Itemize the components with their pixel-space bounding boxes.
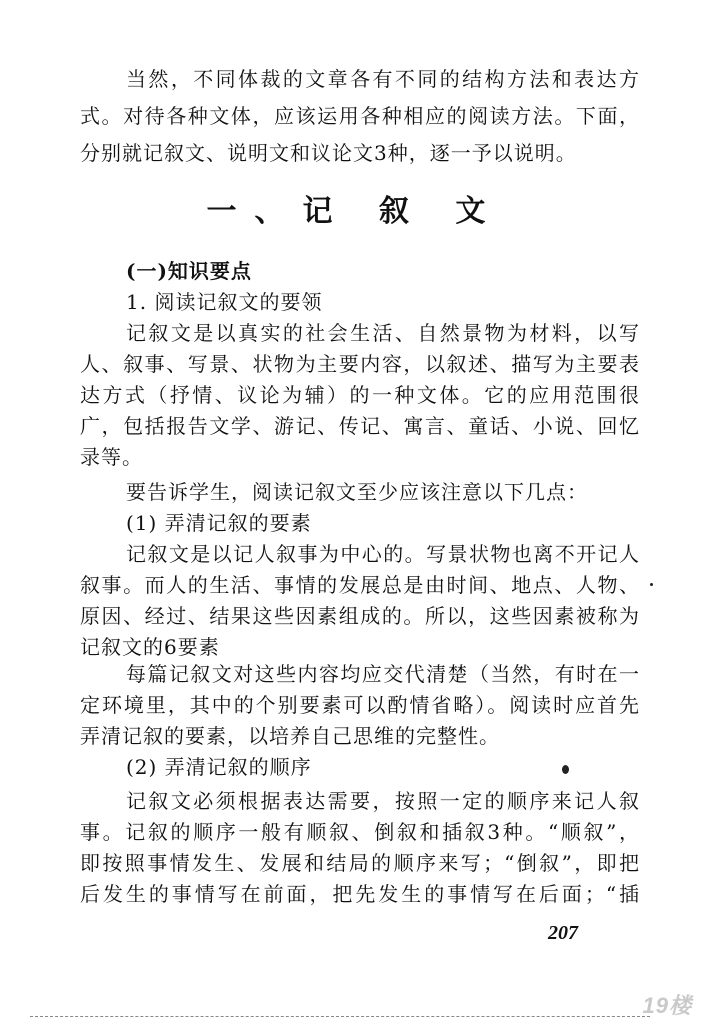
each-line-2: 定环境里，其中的个别要素可以酌情省略）。阅读时应首先 (80, 693, 640, 717)
subsection-title: (一)知识要点 (126, 259, 252, 283)
tell-students-line: 要告诉学生，阅读记叙文至少应该注意以下几点： (126, 480, 588, 504)
section-title: 一、记 叙 文 (206, 194, 504, 229)
definition-line-4: 广，包括报告文学、游记、传记、寓言、童话、小说、回忆 (80, 414, 640, 438)
order-line-4: 后发生的事情写在前面，把先发生的事情写在后面；“插 (80, 882, 640, 906)
elements-line-2: 叙事。而人的生活、事情的发展总是由时间、地点、人物、 (80, 573, 640, 597)
intro-line-3: 分别就记叙文、说明文和议论文3种，逐一予以说明。 (80, 141, 577, 165)
each-line-1: 每篇记叙文对这些内容均应交代清楚（当然，有时在一 (126, 662, 640, 686)
elements-line-3: 原因、经过、结果这些因素组成的。所以，这些因素被称为 (80, 604, 640, 628)
definition-line-5: 录等。 (80, 445, 143, 469)
ink-speck (650, 583, 653, 586)
definition-line-3: 达方式（抒情、议论为辅）的一种文体。它的应用范围很 (80, 383, 640, 407)
item-1-title: (1) 弄清记叙的要素 (126, 511, 312, 535)
elements-line-1: 记叙文是以记人叙事为中心的。写景状物也离不开记人 (126, 542, 640, 566)
order-line-2: 事。记叙的顺序一般有顺叙、倒叙和插叙3种。“顺叙”， (80, 820, 640, 844)
order-line-1: 记叙文必须根据表达需要，按照一定的顺序来记人叙 (126, 789, 640, 813)
point-1-title: 1. 阅读记叙文的要领 (126, 290, 323, 314)
order-line-3: 即按照事情发生、发展和结局的顺序来写；“倒叙”，即把 (80, 851, 640, 875)
intro-line-1: 当然，不同体裁的文章各有不同的结构方法和表达方 (126, 67, 640, 91)
ink-speck (562, 765, 569, 774)
scan-edge-rule (30, 1016, 650, 1017)
definition-line-2: 人、叙事、写景、状物为主要内容，以叙述、描写为主要表 (80, 352, 640, 376)
site-watermark: 19楼 (642, 993, 692, 1018)
item-2-title: (2) 弄清记叙的顺序 (126, 755, 312, 779)
intro-line-2: 式。对待各种文体，应该运用各种相应的阅读方法。下面， (80, 104, 640, 128)
page-number: 207 (548, 922, 578, 944)
each-line-3: 弄清记叙的要素，以培养自己思维的完整性。 (80, 724, 500, 748)
definition-line-1: 记叙文是以真实的社会生活、自然景物为材料，以写 (126, 321, 640, 345)
elements-line-4: 记叙文的6要素 (80, 635, 220, 659)
